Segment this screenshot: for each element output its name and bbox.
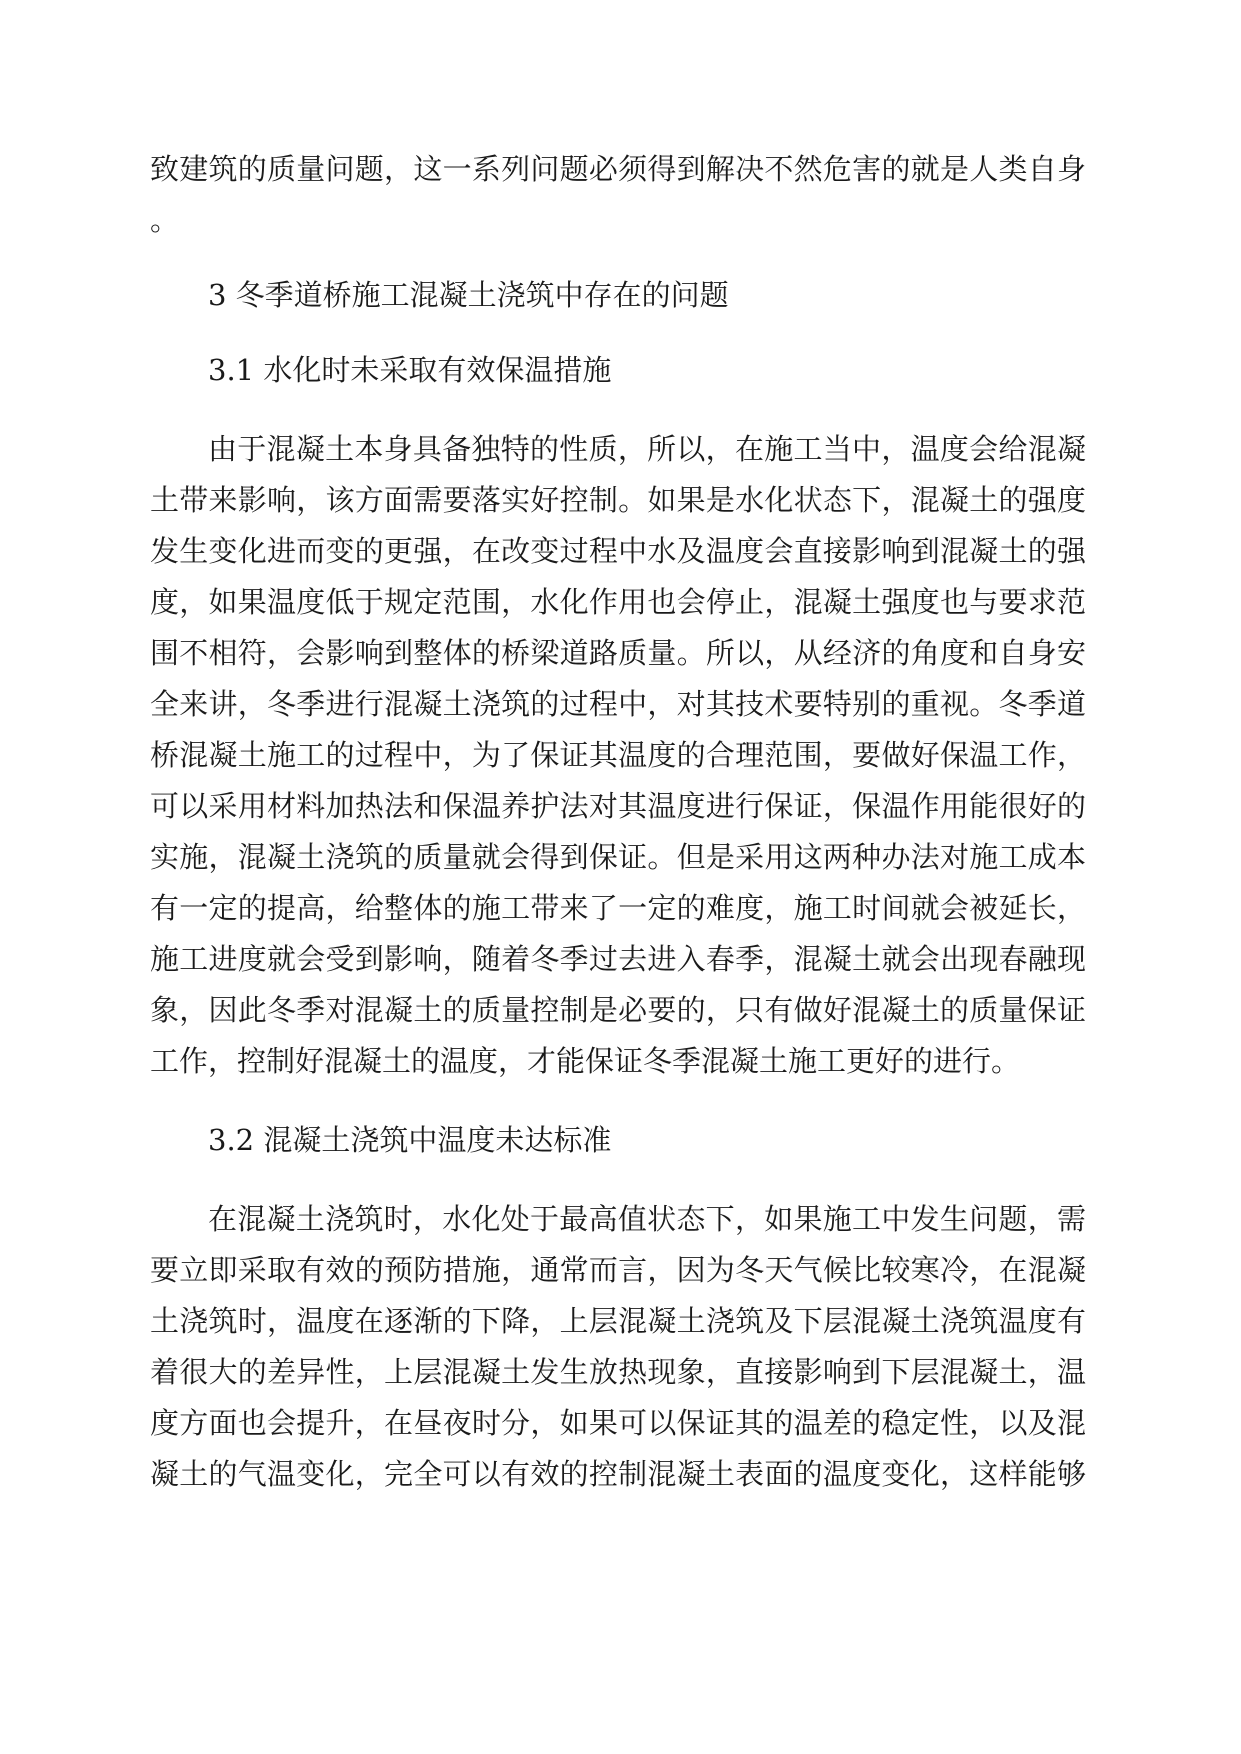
paragraph-line: 实施，混凝土浇筑的质量就会得到保证。但是采用这两种办法对施工成本 [150,840,1086,874]
paragraph-line: 施工进度就会受到影响，随着冬季过去进入春季，混凝土就会出现春融现 [150,942,1086,976]
paragraph-3-1 [150,424,1086,1087]
paragraph-line: 桥混凝土施工的过程中，为了保证其温度的合理范围，要做好保温工作， [150,738,1086,772]
continuation-paragraph [150,144,1086,246]
paragraph-line: 凝土的气温变化，完全可以有效的控制混凝土表面的温度变化，这样能够 [150,1457,1086,1491]
paragraph-line: 致建筑的质量问题，这一系列问题必须得到解决不然危害的就是人类自身 [150,152,1086,186]
paragraph-line: 。 [150,203,180,237]
paragraph-line: 象，因此冬季对混凝土的质量控制是必要的，只有做好混凝土的质量保证 [150,993,1086,1027]
paragraph-line: 着很大的差异性，上层混凝土发生放热现象，直接影响到下层混凝土，温 [150,1355,1086,1389]
paragraph-line: 全来讲，冬季进行混凝土浇筑的过程中，对其技术要特别的重视。冬季道 [150,687,1086,721]
paragraph-line: 度，如果温度低于规定范围，水化作用也会停止，混凝土强度也与要求范 [150,585,1086,619]
paragraph-line: 工作，控制好混凝土的温度，才能保证冬季混凝土施工更好的进行。 [150,1044,1021,1078]
paragraph-line: 有一定的提高，给整体的施工带来了一定的难度，施工时间就会被延长， [150,891,1086,925]
paragraph-line: 度方面也会提升，在昼夜时分，如果可以保证其的温差的稳定性，以及混 [150,1406,1086,1440]
paragraph-line: 围不相符，会影响到整体的桥梁道路质量。所以，从经济的角度和自身安 [150,636,1086,670]
paragraph-line: 土浇筑时，温度在逐渐的下降，上层混凝土浇筑及下层混凝土浇筑温度有 [150,1304,1086,1338]
paragraph-line: 发生变化进而变的更强，在改变过程中水及温度会直接影响到混凝土的强 [150,534,1086,568]
section-heading-3-2: 3.2 混凝土浇筑中温度未达标准 [208,1123,612,1157]
section-heading-3: 3 冬季道桥施工混凝土浇筑中存在的问题 [208,278,729,312]
paragraph-line: 在混凝土浇筑时，水化处于最高值状态下，如果施工中发生问题，需 [208,1202,1086,1236]
section-heading-3-1: 3.1 水化时未采取有效保温措施 [208,353,612,387]
page-body [150,144,1086,1500]
paragraph-line: 土带来影响，该方面需要落实好控制。如果是水化状态下，混凝土的强度 [150,483,1086,517]
paragraph-3-2 [150,1194,1086,1500]
paragraph-line: 可以采用材料加热法和保温养护法对其温度进行保证，保温作用能很好的 [150,789,1086,823]
paragraph-line: 要立即采取有效的预防措施，通常而言，因为冬天气候比较寒冷，在混凝 [150,1253,1086,1287]
paragraph-line: 由于混凝土本身具备独特的性质，所以，在施工当中，温度会给混凝 [208,432,1086,466]
